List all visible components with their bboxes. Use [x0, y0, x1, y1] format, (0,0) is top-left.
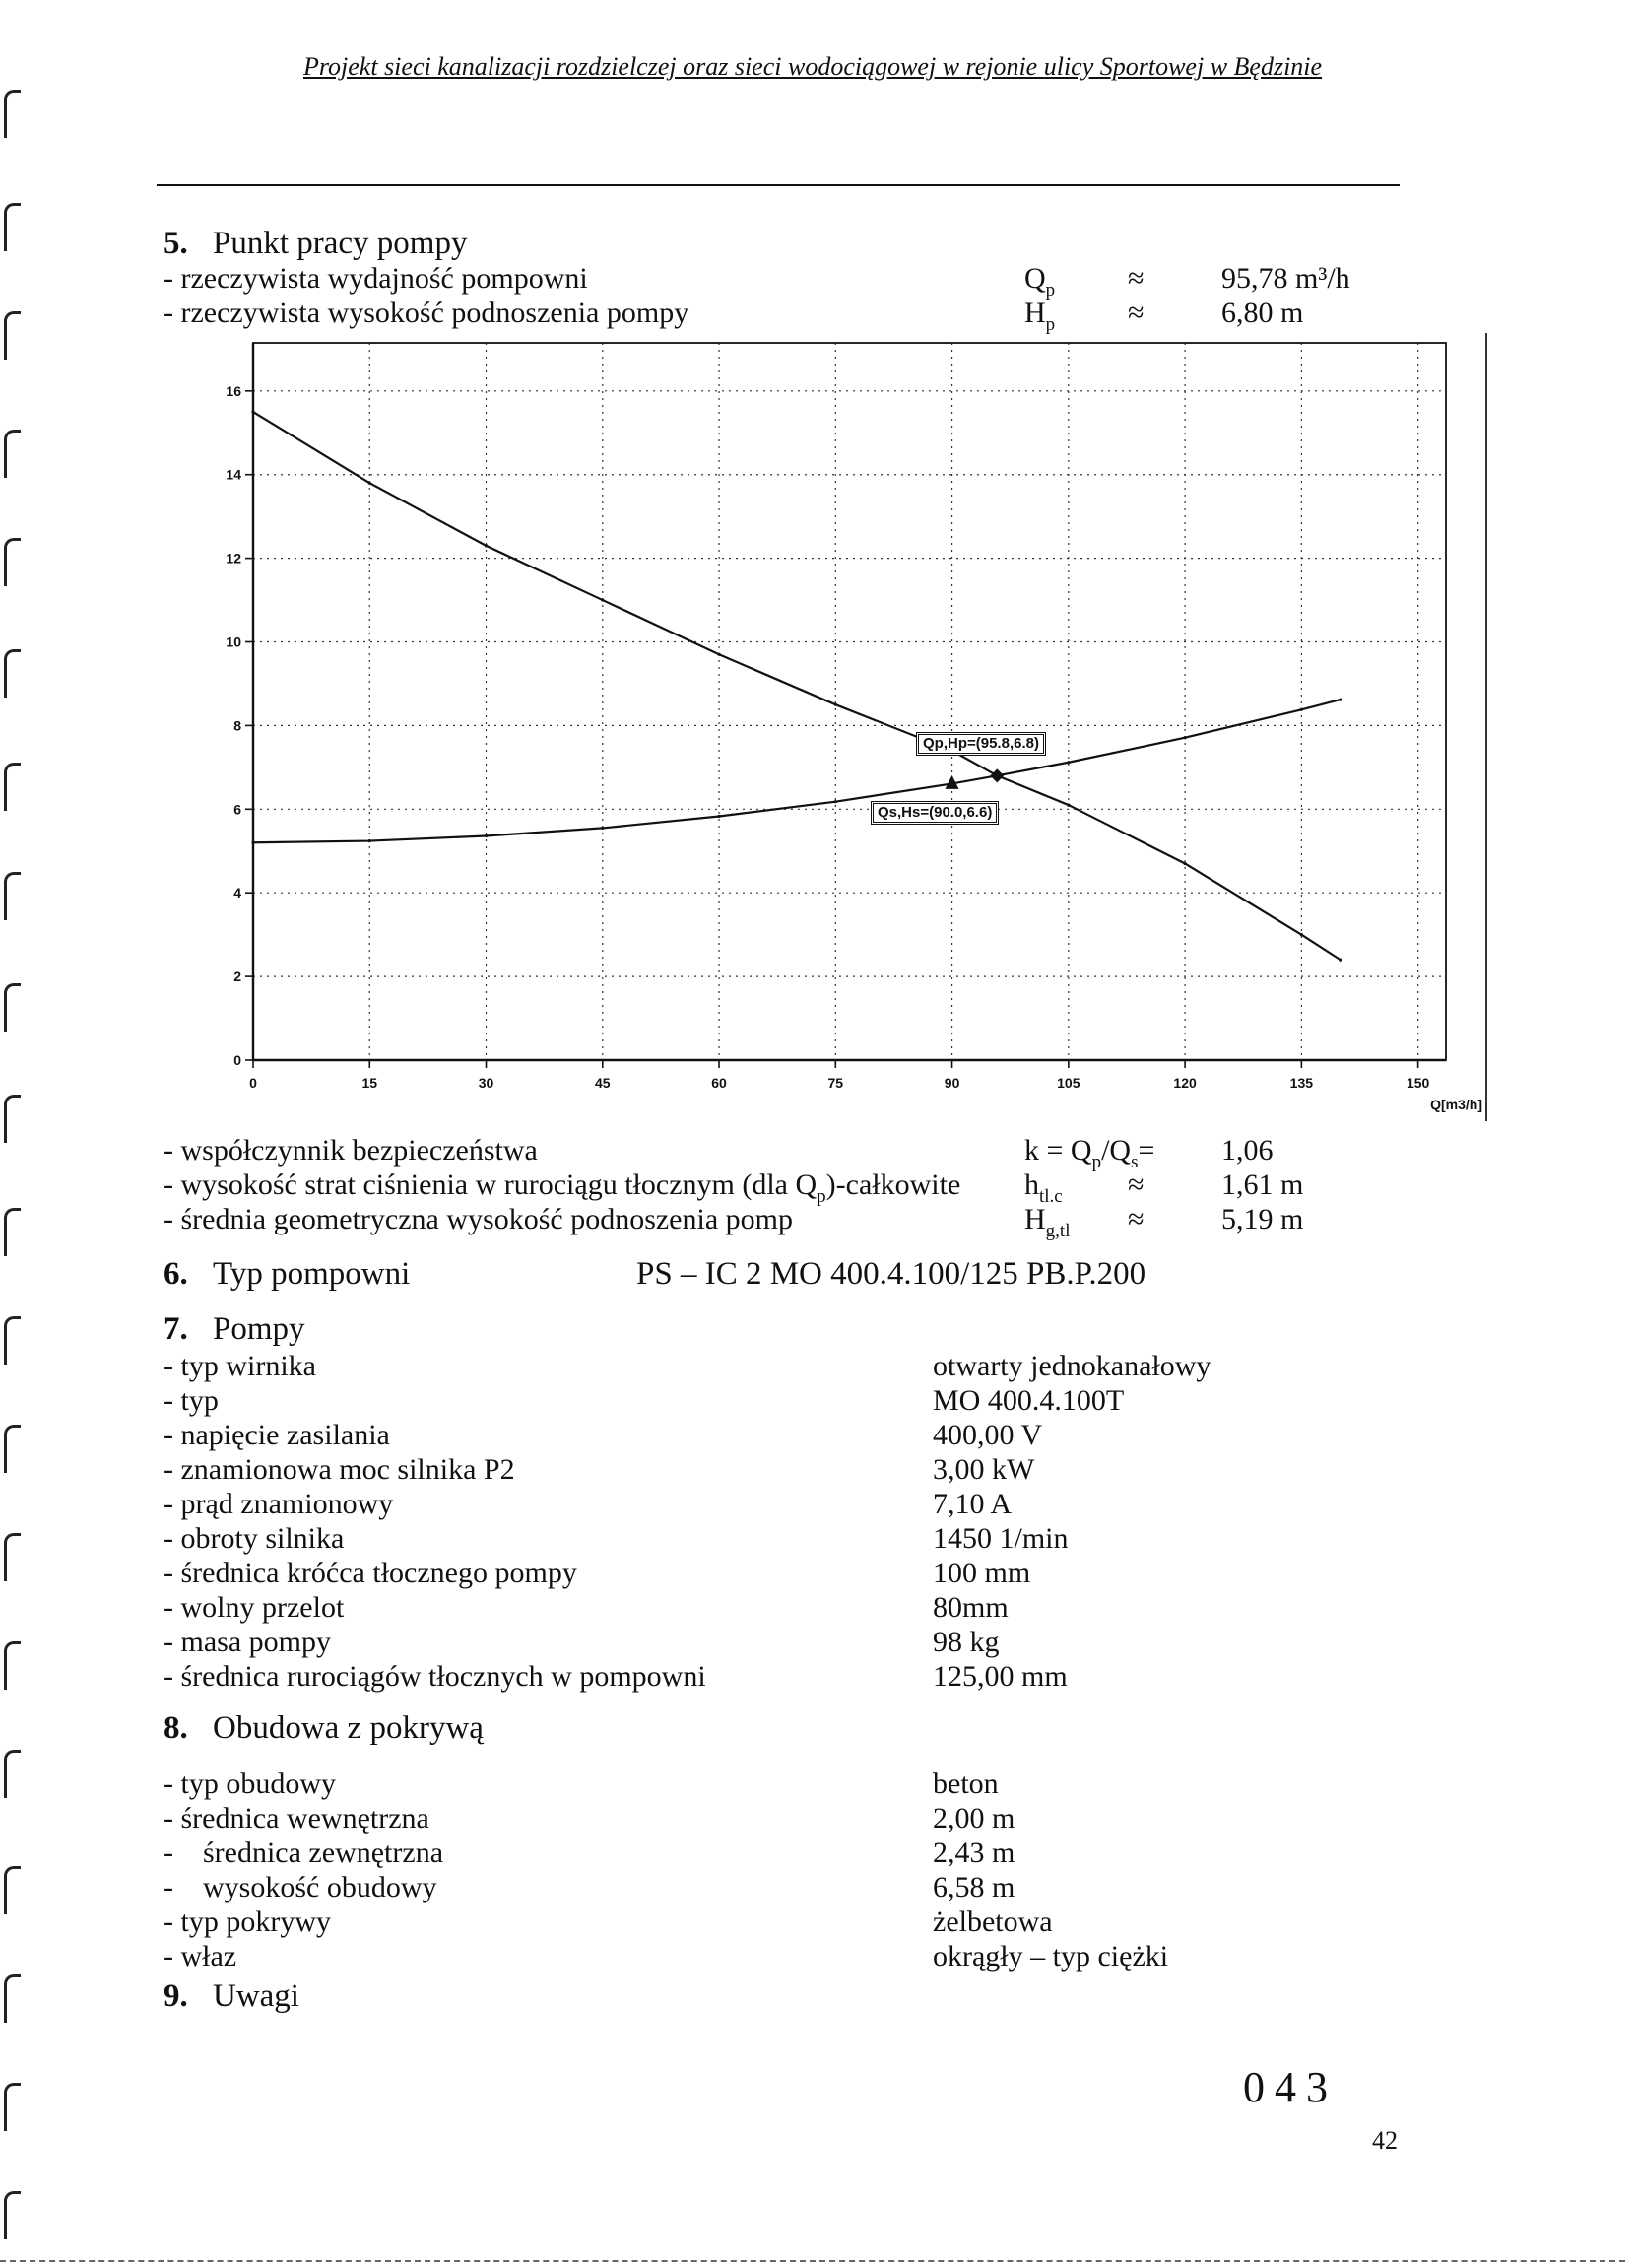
y-tick-label: 8 [233, 717, 241, 734]
binding-mark [4, 1866, 21, 1914]
item-value: żelbetowa [933, 1905, 1053, 1938]
list-item [0, 1767, 1637, 1801]
geometric-head-value: 5,19 m [1221, 1203, 1304, 1235]
safety-factor-value: 1,06 [1221, 1134, 1274, 1167]
label-part: )-całkowite [825, 1168, 961, 1201]
item-value: 2,00 m [933, 1802, 1015, 1834]
data-point [1300, 708, 1303, 711]
item-label: - średnica wewnętrzna [164, 1802, 429, 1834]
item-label: - prąd znamionowy [164, 1488, 394, 1520]
data-point [717, 653, 720, 656]
geometric-head-symbol [1024, 1202, 1070, 1240]
item-label: - średnica króćca tłocznego pompy [164, 1557, 577, 1589]
item-label: - typ wirnika [164, 1350, 316, 1382]
y-tick-label: 12 [226, 550, 241, 567]
pressure-loss-row [0, 1167, 1637, 1207]
binding-mark [4, 2191, 21, 2239]
y-tick-label: 10 [226, 634, 241, 650]
item-label: - wolny przelot [164, 1591, 345, 1624]
data-point [251, 410, 254, 413]
section-6-heading [0, 1255, 1637, 1293]
plot-frame [253, 343, 1446, 1060]
binding-mark [4, 2083, 21, 2131]
binding-mark [4, 763, 21, 811]
data-point [1067, 761, 1070, 764]
data-point [834, 703, 837, 706]
list-item [0, 1349, 1637, 1383]
flow-rate-label: - rzeczywista wydajność pompowni [164, 262, 588, 295]
x-tick-label: 30 [478, 1075, 494, 1091]
list-item [0, 1452, 1637, 1487]
formula-subscript: p [1091, 1152, 1102, 1172]
binding-mark [4, 203, 21, 251]
item-label: - średnica rurociągów tłocznych w pompowni [164, 1660, 706, 1693]
item-value: otwarty jednokanałowy [933, 1350, 1211, 1382]
y-tick-label: 0 [233, 1052, 241, 1068]
section-9-heading [0, 1977, 1637, 2015]
list-item [0, 1418, 1637, 1452]
binding-mark [4, 538, 21, 586]
page-number: 42 [1372, 2126, 1398, 2155]
operating-point-marker [990, 768, 1004, 782]
item-value: okrągły – typ ciężki [933, 1940, 1169, 1972]
binding-mark [4, 983, 21, 1032]
x-tick-label: 150 [1406, 1075, 1430, 1091]
y-tick-label: 2 [233, 968, 241, 985]
symbol-base: Q [1024, 262, 1046, 295]
pressure-loss-value: 1,61 m [1221, 1168, 1304, 1201]
pump-head-label: - rzeczywista wysokość podnoszenia pompy [164, 297, 689, 329]
data-point [601, 598, 604, 601]
section-5-title: Punkt pracy pompy [213, 226, 468, 261]
item-value: 125,00 mm [933, 1660, 1068, 1693]
flow-rate-value: 95,78 m³/h [1221, 262, 1350, 295]
binding-mark [4, 649, 21, 698]
section-6-number: 6. [164, 1256, 188, 1292]
item-value: 7,10 A [933, 1488, 1013, 1520]
list-item [0, 1801, 1637, 1835]
item-value: 2,43 m [933, 1836, 1015, 1869]
binding-mark [4, 872, 21, 920]
pressure-loss-label [164, 1167, 960, 1206]
station-type-value: PS – IC 2 MO 400.4.100/125 PB.P.200 [636, 1256, 1146, 1292]
list-item [0, 1835, 1637, 1870]
item-label: - średnica zewnętrzna [164, 1836, 444, 1869]
label-part: - wysokość strat ciśnienia w rurociągu tłocznym (dla Q [164, 1168, 818, 1201]
data-point [1183, 862, 1186, 865]
item-value: 98 kg [933, 1626, 1000, 1658]
x-tick-label: 90 [944, 1075, 960, 1091]
approx-sign: ≈ [1128, 297, 1145, 329]
formula-subscript: s [1131, 1152, 1139, 1172]
safety-factor-formula [1024, 1133, 1154, 1171]
list-item [0, 1659, 1637, 1694]
x-tick-label: 75 [827, 1075, 844, 1091]
item-label: - właz [164, 1940, 237, 1972]
item-label: - masa pompy [164, 1626, 331, 1658]
pump-head-value: 6,80 m [1221, 297, 1304, 329]
x-tick-label: 120 [1173, 1075, 1197, 1091]
binding-mark [4, 1641, 21, 1690]
x-tick-label: 60 [711, 1075, 727, 1091]
formula-part: = [1138, 1134, 1155, 1167]
symbol-subscript: tl.c [1039, 1186, 1063, 1207]
operating-point-label: Qp,Hp=(95.8,6.8) [916, 732, 1046, 756]
binding-mark [4, 1095, 21, 1143]
data-point [485, 544, 488, 547]
data-point [834, 800, 837, 803]
symbol-subscript: g,tl [1045, 1221, 1071, 1241]
list-item [0, 1590, 1637, 1625]
item-value: 400,00 V [933, 1419, 1043, 1451]
symbol-base: h [1024, 1168, 1039, 1201]
data-point [368, 839, 371, 842]
section-9-title: Uwagi [213, 1978, 299, 2014]
item-value: 100 mm [933, 1557, 1031, 1589]
binding-mark [4, 1974, 21, 2023]
list-item [0, 1939, 1637, 1973]
list-item [0, 1521, 1637, 1556]
binding-mark [4, 430, 21, 478]
data-point [1339, 959, 1342, 962]
list-item [0, 1625, 1637, 1659]
item-label: - znamionowa moc silnika P2 [164, 1453, 515, 1486]
geometric-head-row [0, 1202, 1637, 1241]
section-7-title: Pompy [213, 1311, 305, 1347]
item-value: beton [933, 1768, 999, 1800]
binding-mark [4, 90, 21, 138]
formula-part: k = Q [1024, 1134, 1092, 1167]
design-point-label: Qs,Hs=(90.0,6.6) [871, 801, 999, 825]
list-item [0, 1383, 1637, 1418]
list-item [0, 1870, 1637, 1904]
item-label: - wysokość obudowy [164, 1871, 437, 1903]
data-point [1067, 803, 1070, 806]
section-6-title: Typ pompowni [213, 1256, 411, 1292]
y-tick-label: 14 [226, 466, 241, 483]
item-value: MO 400.4.100T [933, 1384, 1125, 1417]
data-point [251, 841, 254, 844]
list-item [0, 1487, 1637, 1521]
safety-factor-row [0, 1133, 1637, 1172]
y-tick-label: 4 [233, 885, 241, 901]
y-tick-label: 6 [233, 801, 241, 818]
item-value: 3,00 kW [933, 1453, 1035, 1486]
section-7-number: 7. [164, 1311, 188, 1347]
symbol-base: H [1024, 297, 1046, 329]
binding-mark [4, 1425, 21, 1473]
geometric-head-label: - średnia geometryczna wysokość podnoszenia pomp [164, 1203, 793, 1235]
item-value: 80mm [933, 1591, 1009, 1624]
item-value: 6,58 m [933, 1871, 1015, 1903]
item-value: 1450 1/min [933, 1522, 1069, 1555]
section-8-title: Obudowa z pokrywą [213, 1710, 484, 1746]
document-header-title: Projekt sieci kanalizacji rozdzielczej oraz sieci wodociągowej w rejonie ulicy Sportowej w Będzinie [303, 52, 1323, 81]
binding-mark [4, 1208, 21, 1256]
list-item [0, 1904, 1637, 1939]
section-9-number: 9. [164, 1978, 188, 2014]
item-label: - obroty silnika [164, 1522, 345, 1555]
x-tick-label: 135 [1289, 1075, 1314, 1091]
approx-sign: ≈ [1128, 1203, 1145, 1235]
data-point [1339, 698, 1342, 700]
item-label: - typ [164, 1384, 219, 1417]
series-line-1 [253, 412, 1341, 960]
series-line-2 [253, 700, 1341, 842]
data-point [1183, 736, 1186, 739]
safety-factor-label: - współczynnik bezpieczeństwa [164, 1134, 538, 1167]
binding-mark [4, 1316, 21, 1365]
section-5-number: 5. [164, 226, 188, 261]
symbol-base: H [1024, 1203, 1046, 1235]
item-label: - napięcie zasilania [164, 1419, 390, 1451]
item-label: - typ obudowy [164, 1768, 336, 1800]
sheet-stamp-number: 043 [1243, 2063, 1338, 2111]
item-label: - typ pokrywy [164, 1905, 331, 1938]
chart-outer-edge [1485, 333, 1487, 1121]
data-point [485, 834, 488, 837]
list-item [0, 1556, 1637, 1590]
symbol-subscript: p [1045, 280, 1056, 300]
binding-mark [4, 311, 21, 360]
pressure-loss-symbol [1024, 1167, 1063, 1206]
approx-sign: ≈ [1128, 1168, 1145, 1201]
formula-part: /Q [1101, 1134, 1132, 1167]
y-tick-label: 16 [226, 382, 241, 399]
section-7-heading [0, 1310, 1637, 1348]
x-tick-label: 15 [361, 1075, 378, 1091]
label-subscript: p [817, 1186, 826, 1207]
scan-bottom-edge [0, 2260, 1625, 2262]
x-axis-label: Q[m3/h] [1430, 1097, 1482, 1112]
data-point [1300, 933, 1303, 936]
section-8-number: 8. [164, 1710, 188, 1746]
data-point [368, 482, 371, 485]
x-tick-label: 0 [249, 1075, 257, 1091]
data-point [601, 827, 604, 830]
x-tick-label: 105 [1057, 1075, 1080, 1091]
section-8-heading [0, 1709, 1637, 1747]
approx-sign: ≈ [1128, 262, 1145, 295]
symbol-subscript: p [1045, 314, 1056, 335]
data-point [717, 815, 720, 818]
binding-mark [4, 1533, 21, 1581]
x-tick-label: 45 [594, 1075, 611, 1091]
binding-mark [4, 1750, 21, 1798]
